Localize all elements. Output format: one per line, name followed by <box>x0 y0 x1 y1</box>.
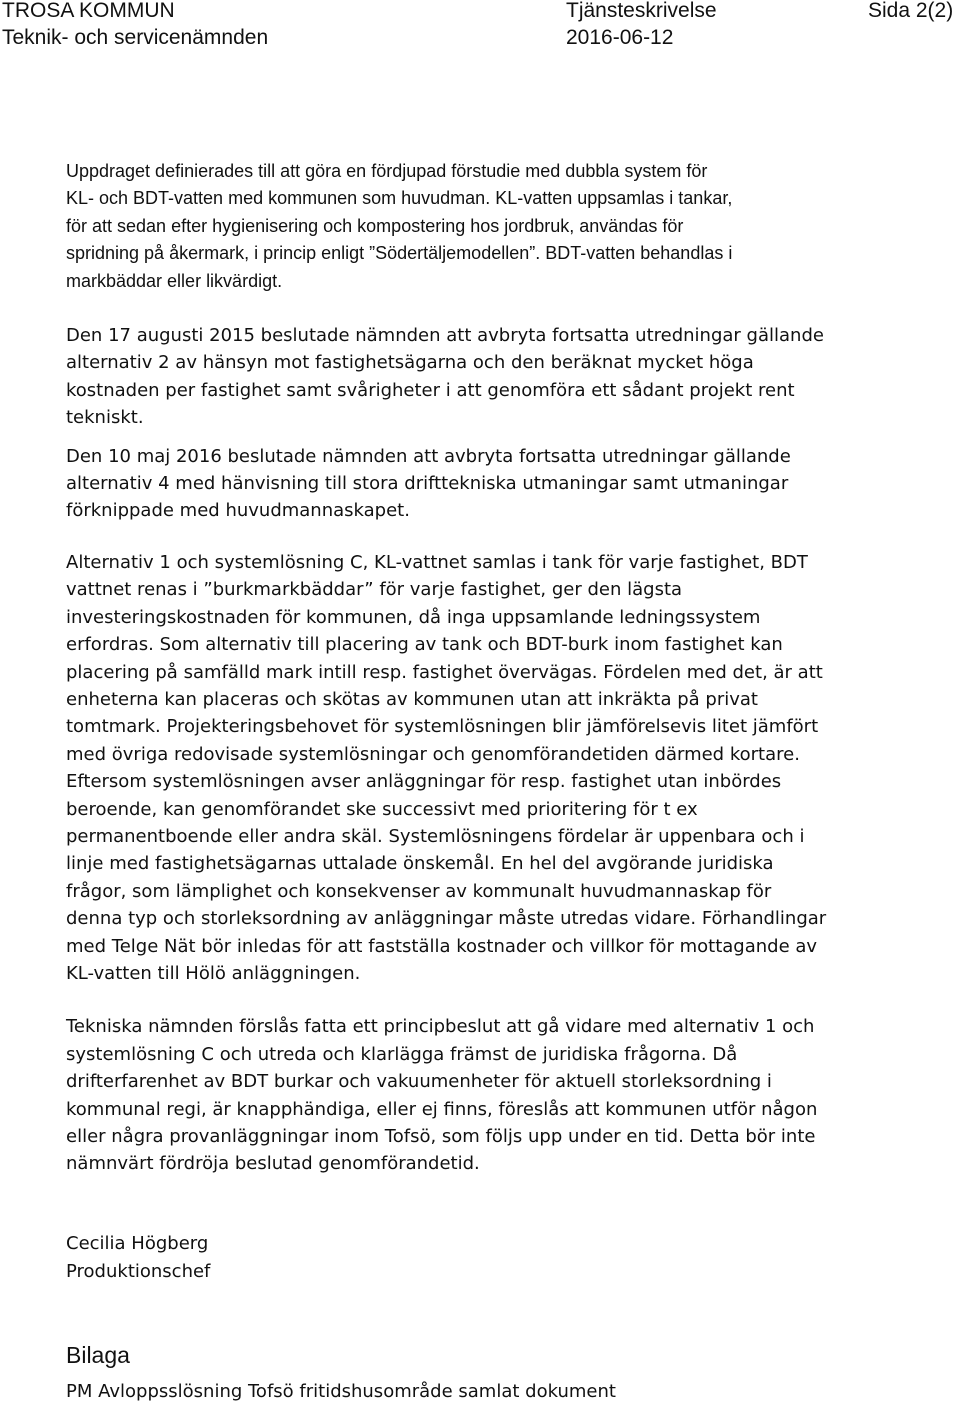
organization-name: TROSA KOMMUN <box>2 0 175 22</box>
signatory-name: Cecilia Högberg <box>66 1233 209 1254</box>
document-type: Tjänsteskrivelse <box>566 0 717 22</box>
signature-block <box>66 1230 210 1286</box>
department-name: Teknik- och servicenämnden <box>2 26 269 49</box>
attachment-heading: Bilaga <box>66 1342 130 1368</box>
attachment-item: PM Avloppsslösning Tofsö fritidshusområde samlat dokument <box>66 1381 616 1402</box>
paragraph-assignment: Uppdraget definierades till att göra en fördjupad förstudie med dubbla system för KL- och BDT-vatten med kommunen som huvudman. KL-vatten uppsamlas i tankar, för att sedan efter hygienisering och kompostering hos jordbruk, användas för spridning på åkermark, i princip enligt ”Södertäljemodellen”. BDT-vatten behandlas i markbäddar eller likvärdigt. <box>66 161 733 291</box>
document-body <box>66 158 911 1178</box>
paragraph-decision-2015: Den 17 augusti 2015 beslutade nämnden att avbryta fortsatta utredningar gällande alternativ 2 av hänsyn mot fastighetsägarna och den beräknat mycket höga kostnaden per fastighet samt svårigheter i att genomföra ett sådant projekt rent tekniskt. <box>66 325 824 429</box>
document-date: 2016-06-12 <box>566 26 674 49</box>
page-header <box>0 0 960 56</box>
paragraph-decision-2016: Den 10 maj 2016 beslutade nämnden att avbryta fortsatta utredningar gällande alternativ 4 med hänvisning till stora drifttekniska utmaningar samt utmaningar förknippade med huvudmannaskapet. <box>66 445 791 522</box>
paragraph-proposal: Tekniska nämnden förslås fatta ett principbeslut att gå vidare med alternativ 1 och systemlösning C och utreda och klarlägga främst de juridiska frågorna. Då drifterfarenhet av BDT burkar och vakuumenheter för aktuell storleksordning i kommunal regi, är knapphändiga, eller ej finns, föreslås att kommunen utför någon eller några provanläggningar inom Tofsö, som följs upp under en tid. Detta bör inte nämnvärt fördröja beslutad genomförandetid. <box>66 1016 818 1175</box>
signatory-title: Produktionschef <box>66 1261 211 1282</box>
page-number: Sida 2(2) <box>868 0 954 22</box>
paragraph-alternative-1: Alternativ 1 och systemlösning C, KL-vattnet samlas i tank för varje fastighet, BDT vattnet renas i ”burkmarkbäddar” för varje fastighet, ger den lägsta investeringskostnaden för kommunen, då inga uppsamlande ledningssystem erfordras. Som alternativ till placering av tank och BDT-burk inom fastighet kan placering på samfälld mark intill resp. fastighet övervägas. Fördelen med det, är att enheterna kan placeras och skötas av kommunen utan att inkräkta på privat tomtmark. Projekteringsbehovet för systemlösningen blir jämförelsevis litet jämfört med övriga redovisade systemlösningar och genomförandetiden därmed kortare. Eftersom systemlösningen avser anläggningar för resp. fastighet utan inbördes beroende, kan genomförandet ske successivt med prioritering för t ex permanentboende eller andra skäl. Systemlösningens fördelar är uppenbara och i linje med fastighetsägarnas uttalade önskemål. En hel del avgörande juridiska frågor, som lämplighet och konsekvenser av kommunalt huvudmannaskap för denna typ och storleksordning av anläggningar måste utredas vidare. Förhandlingar med Telge Nät bör inledas för att fastställa kostnader och villkor för mottagande av KL-vatten till Hölö anläggningen. <box>66 551 827 984</box>
